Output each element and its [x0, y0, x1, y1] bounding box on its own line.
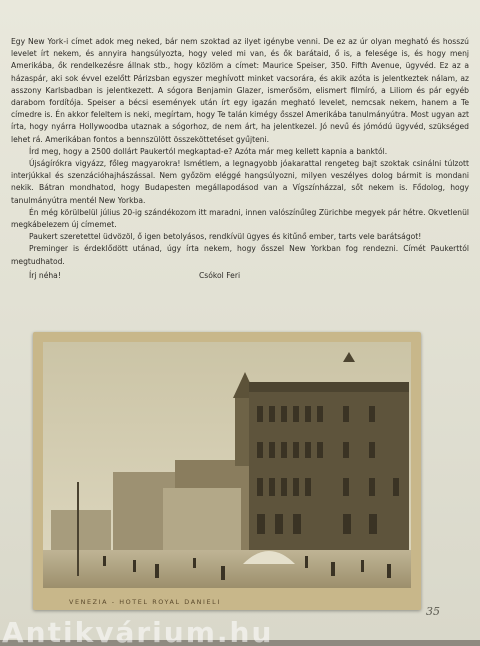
- paragraph-3: Újságírókra vigyázz, főleg magyarokra! Ismétlem, a legnagyobb jóakarattal rengeteg bajt szoktak csinálni túlzott interjúkkal és szenzációhajhászással. Nem győzöm eléggé hangsúlyozni, milyen veszélyes dolog bármit is mondani nekik. Bátran mondhatod, hogy Budapesten megállapodásod van a Vígszínházzal, sőt nekem is. Fődolog, hogy tanulmányútra mentél New Yorkba.: [11, 159, 469, 205]
- venice-hotel-illustration: [43, 342, 411, 588]
- paragraph-6: Preminger is érdeklődött utánad, úgy írta nekem, hogy ősszel New Yorkban fog rendezni. Címét Paukerttól megtudhatod.: [11, 244, 469, 266]
- paragraph-5: Paukert szeretettel üdvözöl, ő igen betolyásos, rendkívül ügyes és kitűnő ember, tarts vele barátságot!: [29, 232, 422, 242]
- paragraph-4: Én még körülbelül július 20-ig szándékozom itt maradni, innen valószínűleg Zürichbe megyek pár hétre. Okvetlenül megkábelezem új címemet.: [11, 207, 469, 230]
- closing-line: [11, 270, 469, 284]
- page-number: 35: [426, 605, 440, 618]
- postcard-photo: [43, 342, 411, 588]
- paragraph-1: Egy New York-i címet adok meg neked, bár nem szoktad az ilyet igénybe venni. De ez az úr olyan megható és hosszú levelet írt nekem, és annyira hangsúlyozta, hogy veled mi van, és ők barátaid, ő is, a felesége is, és hogy menj Amerikába, ők rendelkezésre állnak stb., hogy közlöm a címet: Maurice Speiser, 350. Fifth Avenue, ügyvéd. Ez az a házaspár, aki sok évvel ezelőtt Párizsban egyszer meghívott minket vacsorára, és akik azóta is jelentkeztek nálam, az asszony Karlsbadban is jelentkezett. A sógora Benjamin Glazer, ismerősöm, elismert filmíró, a Liliom és pár egyéb darabom fordítója. Speiser a bécsi események után írt egy igazán megható levelet, nemcsak nekem, hanem a Te címedre is. Én akkor feleltem is neki, megírtam, hogy Te talán kimégy ősszel Amerikába tanulmányútra. Most ugyan azt írta, hogy nyárra Hollywoodba utaznak a sógorhoz, de nem árt, ha jelentkezel. Jó nevű és jómódú ügyvéd, szükséged lehet rá. Amerikában fontos a bennszülött összeköttetéset gyűjteni.: [11, 37, 469, 144]
- letter-text: [11, 36, 469, 284]
- signature: Csókol Feri: [199, 270, 241, 280]
- paragraph-2: Írd meg, hogy a 2500 dollárt Paukertól megkaptad-e? Azóta már meg kellett kapnia a banktól.: [29, 146, 388, 156]
- closing-left: Írj néha!: [29, 270, 61, 280]
- postcard-caption: VENEZIA - HOTEL ROYAL DANIELI: [69, 598, 221, 606]
- postcard: [33, 332, 421, 610]
- watermark: Antikvárium.hu: [2, 616, 274, 646]
